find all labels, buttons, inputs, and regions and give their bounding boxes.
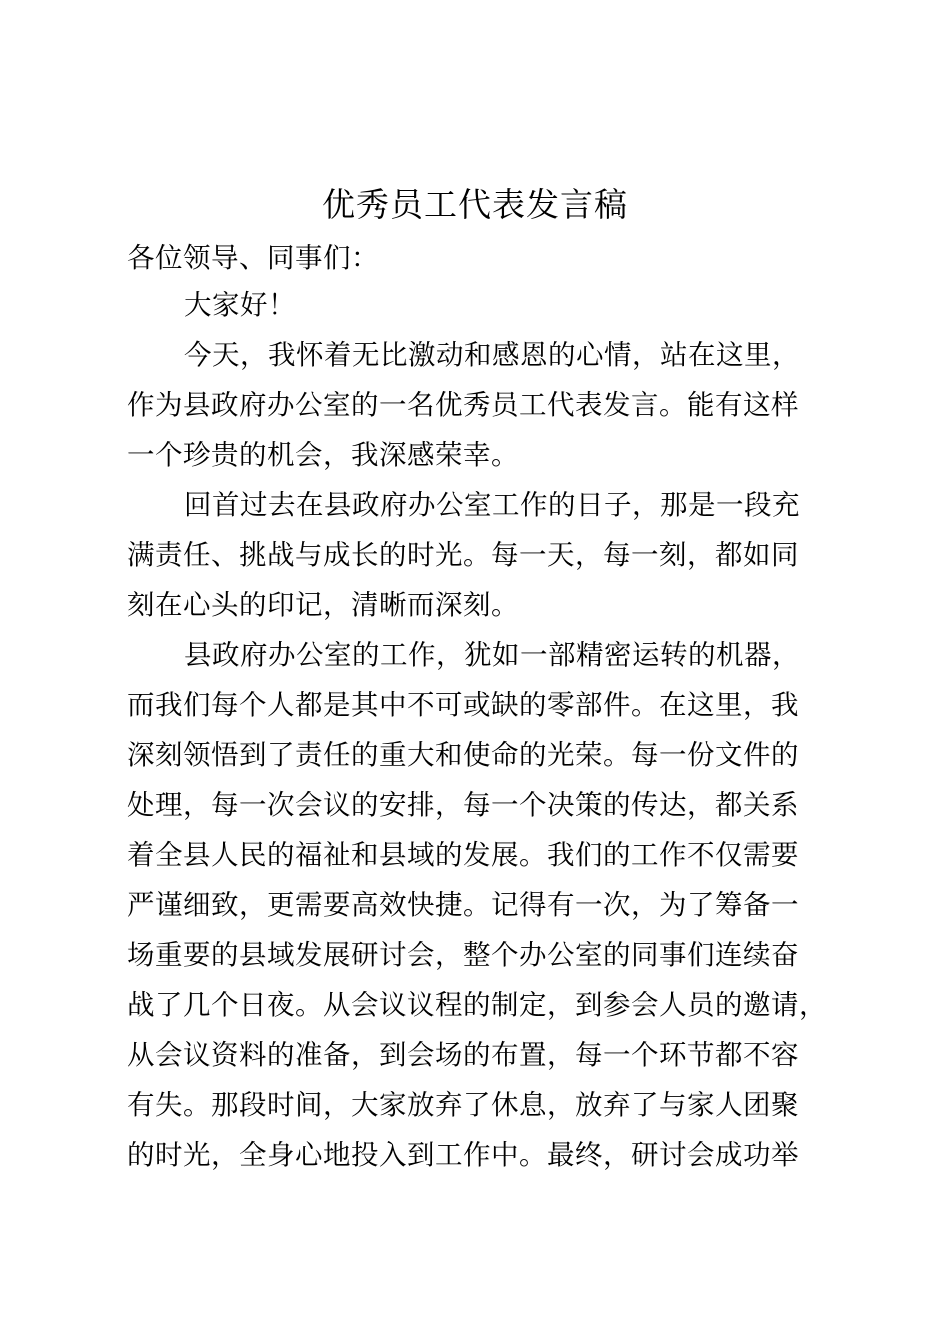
paragraph-2-line-1: 回首过去在县政府办公室工作的日子，那是一段充 (184, 489, 800, 521)
paragraph-1-line-3: 一个珍贵的机会，我深感荣幸。 (127, 439, 519, 471)
paragraph-1-line-2: 作为县政府办公室的一名优秀员工代表发言。能有这样 (127, 389, 799, 421)
paragraph-2-line-2: 满责任、挑战与成长的时光。每一天，每一刻，都如同 (127, 539, 799, 571)
paragraph-3-line-6: 严谨细致，更需要高效快捷。记得有一次，为了筹备一 (127, 889, 799, 921)
paragraph-3-line-7: 场重要的县域发展研讨会，整个办公室的同事们连续奋 (127, 939, 799, 971)
paragraph-3-line-8: 战了几个日夜。从会议议程的制定，到参会人员的邀请， (127, 989, 827, 1021)
paragraph-1-line-1: 今天，我怀着无比激动和感恩的心情，站在这里， (184, 339, 800, 371)
document-title: 优秀员工代表发言稿 (322, 185, 628, 224)
paragraph-3-line-10: 有失。那段时间，大家放弃了休息，放弃了与家人团聚 (127, 1089, 799, 1121)
paragraph-2-line-3: 刻在心头的印记，清晰而深刻。 (127, 589, 519, 621)
paragraph-3-line-9: 从会议资料的准备，到会场的布置，每一个环节都不容 (127, 1039, 799, 1071)
paragraph-3-line-3: 深刻领悟到了责任的重大和使命的光荣。每一份文件的 (127, 739, 799, 771)
paragraph-3-line-11: 的时光，全身心地投入到工作中。最终，研讨会成功举 (127, 1139, 799, 1171)
paragraph-3-line-2: 而我们每个人都是其中不可或缺的零部件。在这里，我 (127, 689, 799, 721)
paragraph-3-line-4: 处理，每一次会议的安排，每一个决策的传达，都关系 (127, 789, 799, 821)
paragraph-3-line-5: 着全县人民的福祉和县域的发展。我们的工作不仅需要 (127, 839, 799, 871)
paragraph-3-line-1: 县政府办公室的工作，犹如一部精密运转的机器， (184, 639, 800, 671)
salutation-line: 各位领导、同事们： (127, 242, 379, 274)
greeting-line: 大家好！ (184, 289, 296, 321)
